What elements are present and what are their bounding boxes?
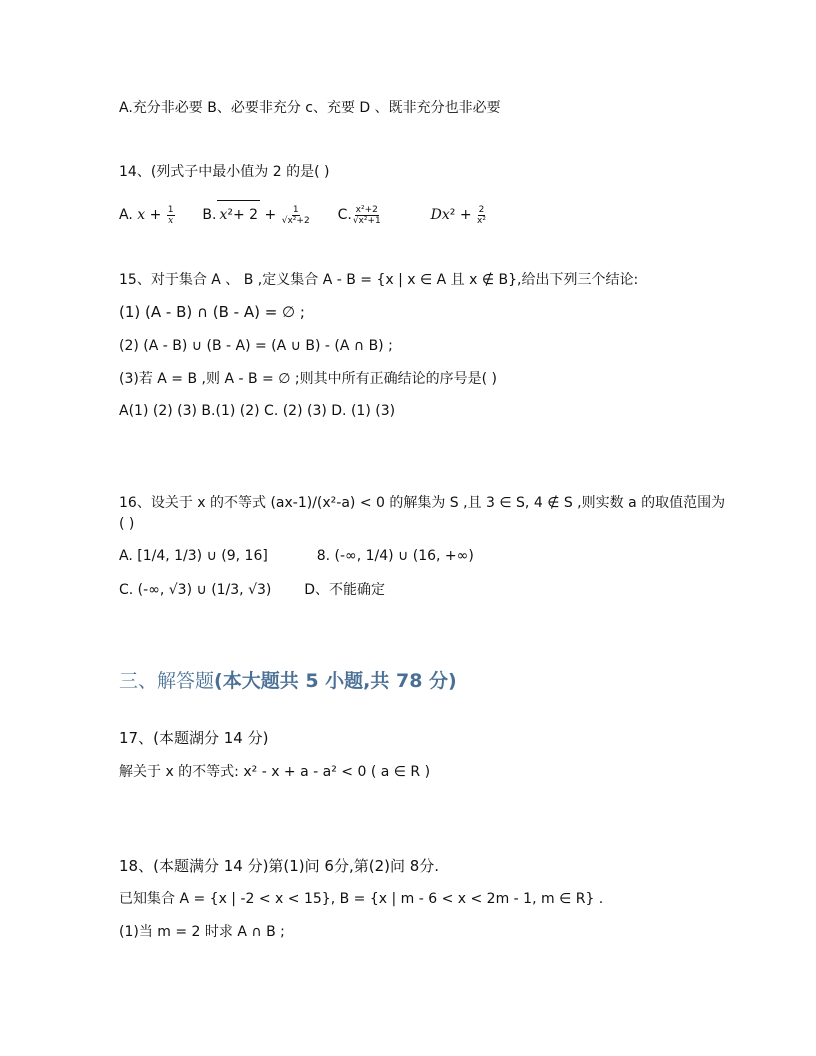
q16-options-row1 — [119, 546, 474, 566]
q16-option-d: D、不能确定 — [304, 582, 386, 598]
q14-options — [119, 200, 487, 228]
q18-part1: (1)当 m = 2 时求 A ∩ B ; — [119, 924, 285, 940]
q16-stem: 16、设关于 x 的不等式 (ax-1)/(x²-a) < 0 的解集为 S ,且 3 ∈ S, 4 ∉ S ,则实数 a 的取值范围为 — [119, 495, 726, 511]
q13-options: A.充分非必要 B、必要非充分 c、充要 D 、既非充分也非必要 — [119, 100, 501, 116]
q18-body: 已知集合 A = {x | -2 < x < 15}, B = {x | m - 6 < x < 2m - 1, m ∈ R} . — [119, 891, 604, 907]
q14-option-b: B. x²+ 2 + $\frac{1}{\text{√x²+2}}$ — [202, 207, 310, 223]
q18-header: 18、(本题满分 14 分)第(1)问 6分,第(2)问 8分. — [119, 857, 440, 875]
q15-options: A(1) (2) (3) B.(1) (2) C. (2) (3) D. (1) (3) — [119, 403, 396, 419]
q17-header: 17、(本题湖分 14 分) — [119, 729, 269, 747]
q14-stem: 14、(列式子中最小值为 2 的是( ) — [119, 164, 330, 180]
q16-option-b: 8. (-∞, 1/4) ∪ (16, +∞) — [316, 548, 474, 564]
q14-option-d: Dx² + $\frac{2}{\text{x²}}$ — [430, 204, 486, 226]
q16-option-c: C. (-∞, √3) ∪ (1/3, √3) — [119, 582, 272, 598]
section-heading — [119, 669, 457, 693]
q15-item-2: (2) (A - B) ∪ (B - A) = (A ∪ B) - (A ∩ B) ; — [119, 338, 393, 354]
q15-stem: 15、对于集合 A 、 B ,定义集合 A - B = {x | x ∈ A 且 x ∉ B},给出下列三个结论: — [119, 272, 639, 288]
q16-options-row2 — [119, 580, 385, 600]
q14-option-c: C. $\frac{\text{x²+2}}{\text{√x²+1}}$ — [337, 204, 381, 226]
q17-body: 解关于 x 的不等式: x² - x + a - a² < 0 ( a ∈ R ) — [119, 764, 431, 780]
q16-paren: ( ) — [119, 516, 135, 532]
q15-item-1: (1) (A - B) ∩ (B - A) = ∅ ; — [119, 303, 305, 321]
q14-option-a: A. x + $\frac{1}{x}$ — [119, 204, 174, 226]
section-heading-prefix: 三、解答题 — [119, 670, 215, 692]
section-heading-rest: (本大题共 5 小题,共 78 分) — [214, 670, 457, 692]
q16-option-a: A. [1/4, 1/3) ∪ (9, 16] — [119, 548, 268, 564]
q15-item-3: (3)若 A = B ,则 A - B = ∅ ;则其中所有正确结论的序号是( ) — [119, 371, 497, 387]
